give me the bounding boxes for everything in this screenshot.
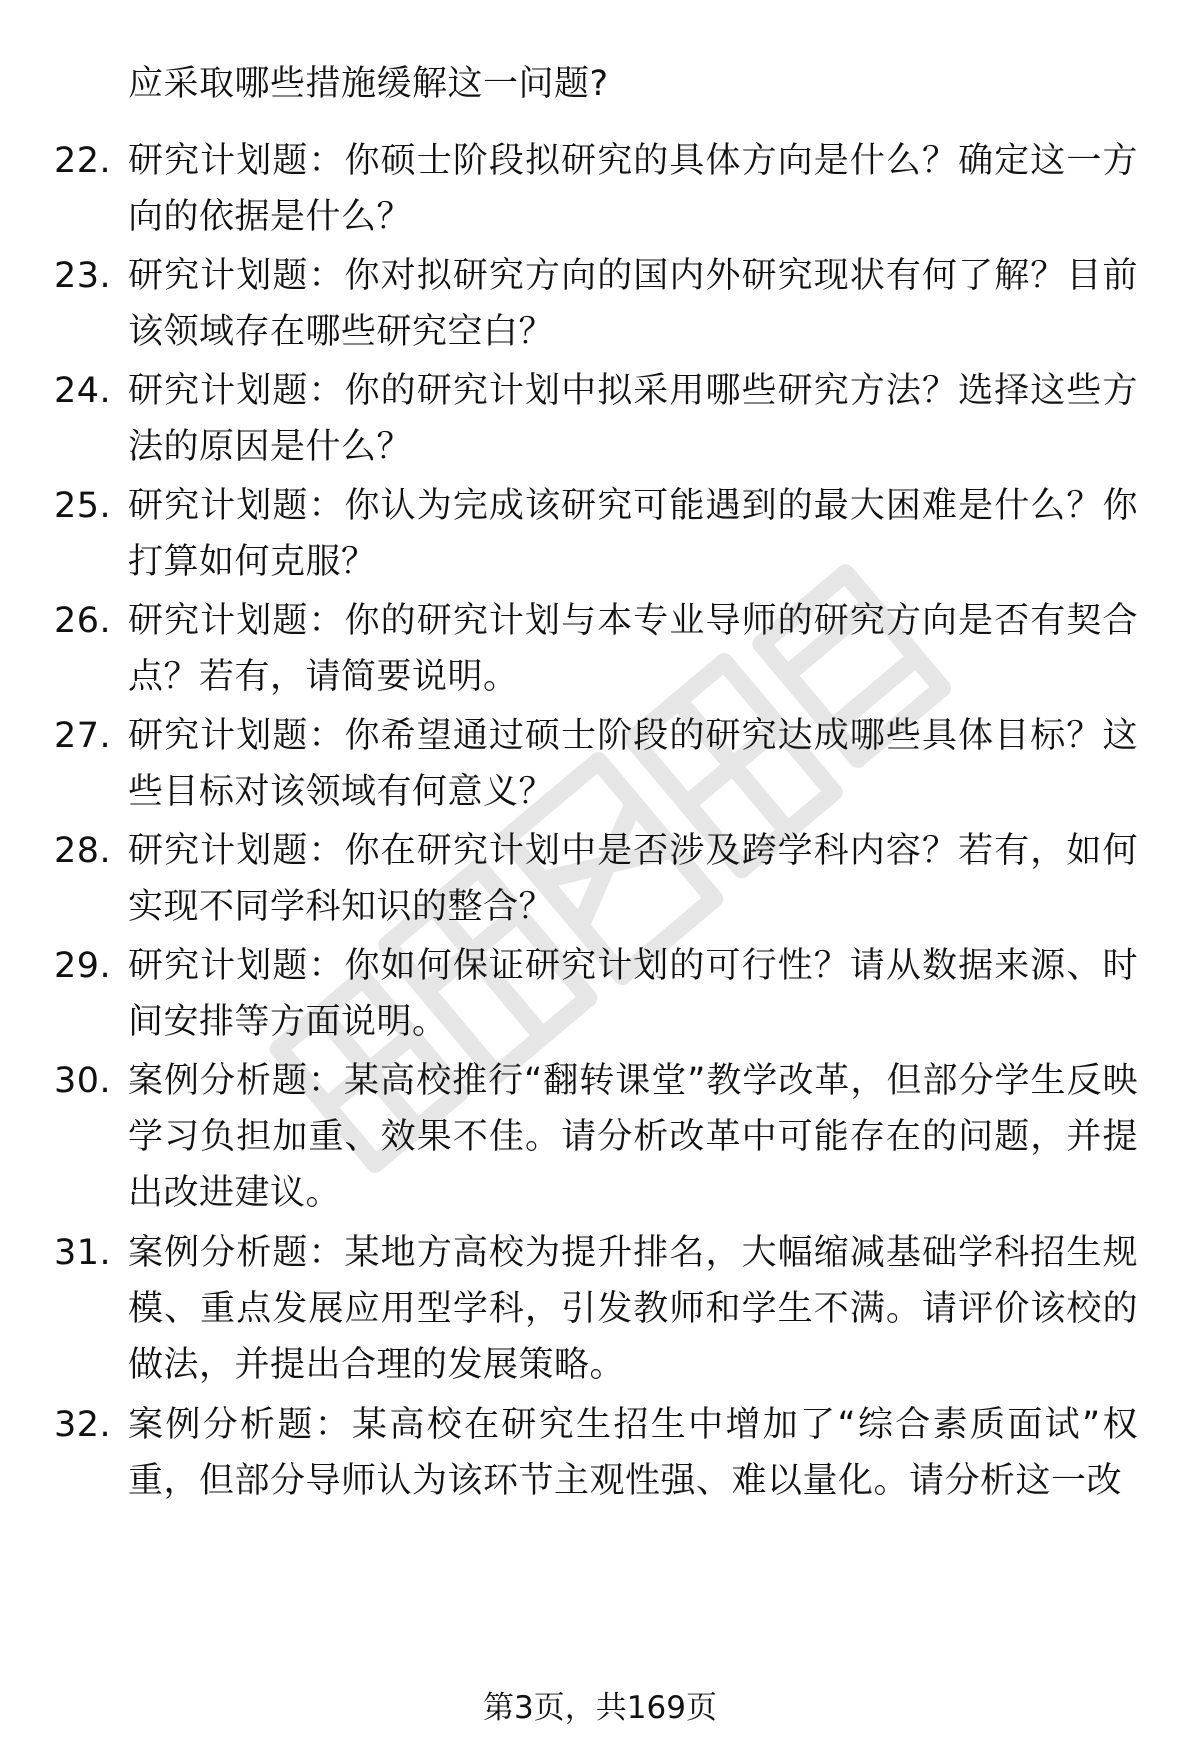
question-text: 研究计划题：你在研究计划中是否涉及跨学科内容？若有，如何实现不同学科知识的整合？ [128,831,1138,927]
question-number: 24. [54,371,112,411]
question-number: 28. [54,831,112,871]
question-number: 32. [54,1405,112,1445]
question-text: 研究计划题：你希望通过硕士阶段的研究达成哪些具体目标？这些目标对该领域有何意义？ [128,716,1138,812]
question-text: 案例分析题：某高校推行“翻转课堂”教学改革，但部分学生反映学习负担加重、效果不佳。请分析改革中可能存在的问题，并提出改进建议。 [128,1061,1138,1213]
page-number: 第3页，共169页 [483,1690,717,1726]
question-text: 研究计划题：你如何保证研究计划的可行性？请从数据来源、时间安排等方面说明。 [128,946,1138,1042]
question-text: 案例分析题：某高校在研究生招生中增加了“综合素质面试”权重，但部分导师认为该环节主观性强、难以量化。请分析这一改 [128,1405,1138,1501]
question-text: 研究计划题：你的研究计划与本专业导师的研究方向是否有契合点？若有，请简要说明。 [128,601,1138,697]
question-text: 研究计划题：你的研究计划中拟采用哪些研究方法？选择这些方法的原因是什么？ [128,371,1138,467]
question-number: 27. [54,716,112,756]
question-number: 31. [54,1233,112,1273]
question-text: 研究计划题：你认为完成该研究可能遇到的最大困难是什么？你打算如何克服？ [128,486,1138,582]
question-number: 25. [54,486,112,526]
question-number: 22. [54,141,112,181]
question-text: 案例分析题：某地方高校为提升排名，大幅缩减基础学科招生规模、重点发展应用型学科，引发教师和学生不满。请评价该校的做法，并提出合理的发展策略。 [128,1233,1138,1385]
question-number: 29. [54,946,112,986]
continued-question-text: 应采取哪些措施缓解这一问题? [128,64,609,104]
question-text: 研究计划题：你对拟研究方向的国内外研究现状有何了解？目前该领域存在哪些研究空白？ [128,256,1138,352]
question-text: 研究计划题：你硕士阶段拟研究的具体方向是什么？确定这一方向的依据是什么？ [128,141,1138,237]
question-number: 26. [54,601,112,641]
question-number: 30. [54,1061,112,1101]
question-number: 23. [54,256,112,296]
